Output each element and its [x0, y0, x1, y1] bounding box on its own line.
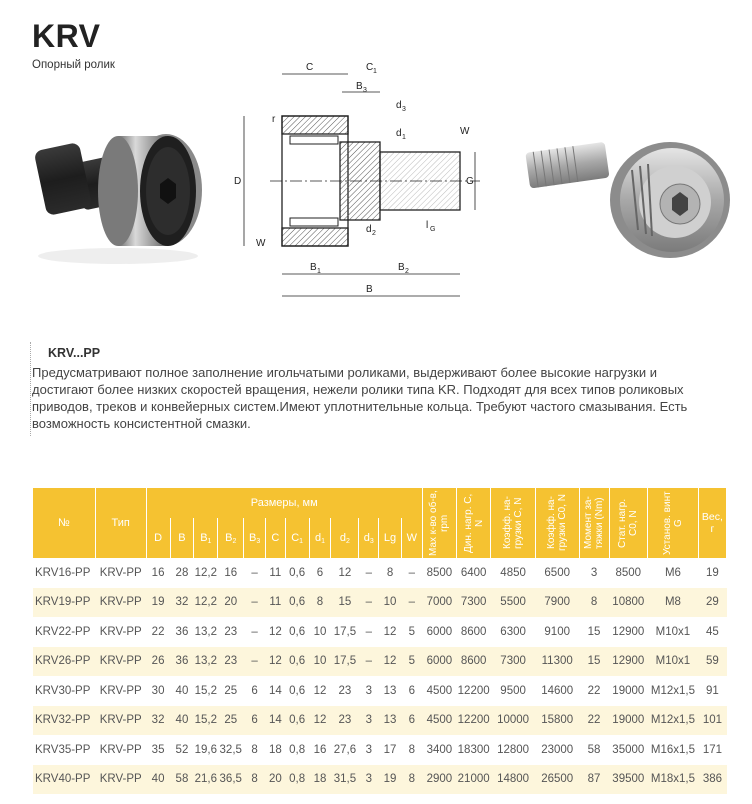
- label-lg-sub: G: [430, 226, 436, 233]
- section-description: Предусматривают полное заполнение игольчатыми роликами, выдерживают более высокие нагрузки и достигают более низких скоростей вращения, нежели ролики типа KR. Подходят для всех типов роликовых приводов, треков и конвейерных систем.Имеют уплотнительные кольца. Требуют частого смазывания. Есть возможность консистентной смазки.: [32, 365, 688, 431]
- table-cell: 6: [401, 706, 422, 736]
- label-d3: d: [396, 100, 402, 111]
- table-cell: 8500: [426, 566, 453, 579]
- table-cell: 5: [401, 647, 422, 677]
- table-row: [33, 558, 727, 588]
- table-cell: 22: [587, 684, 601, 697]
- table-cell: 9100: [544, 625, 570, 638]
- table-cell: 4500: [426, 684, 453, 697]
- table-cell: 19000: [612, 684, 645, 697]
- table-cell: 40: [170, 706, 194, 736]
- label-lg: l: [426, 220, 429, 231]
- table-cell: 10: [379, 588, 402, 618]
- table-cell: KRV40-PP: [33, 765, 95, 795]
- table-cell: 12,2: [194, 566, 218, 579]
- table-cell: KRV-PP: [99, 743, 142, 756]
- table-cell: 6: [251, 684, 258, 697]
- table-cell: 27,6: [333, 743, 357, 756]
- table-cell: 39500: [609, 765, 647, 795]
- label-b2-sub: 2: [405, 268, 409, 275]
- label-big-d: D: [234, 176, 242, 187]
- col-header-dyn-load: Дин. нагр. C, N: [457, 488, 491, 558]
- table-cell: 0,6: [289, 625, 306, 638]
- table-cell: 6: [244, 706, 266, 736]
- table-cell: 32,5: [219, 743, 242, 756]
- table-cell: KRV-PP: [95, 647, 146, 677]
- table-cell: 28: [175, 566, 189, 579]
- table-cell: 19: [706, 566, 719, 579]
- table-cell: 0,8: [285, 765, 309, 795]
- table-cell: 9500: [500, 684, 526, 697]
- table-cell: 6400: [460, 566, 487, 579]
- table-cell: 5: [408, 625, 416, 638]
- table-cell: 35000: [612, 743, 645, 756]
- table-cell: 17: [383, 743, 397, 756]
- label-b2: B: [398, 262, 405, 273]
- label-d3-sub: 3: [402, 106, 406, 113]
- table-cell: 8: [244, 765, 266, 795]
- table-cell: 23: [224, 625, 238, 638]
- table-cell: 4500: [422, 706, 456, 736]
- col-header-dim: $d_3$: [359, 518, 379, 558]
- table-cell: 21,6: [194, 765, 218, 795]
- table-cell: 6300: [500, 625, 526, 638]
- label-b3: B: [356, 81, 363, 92]
- table-cell: 21000: [457, 765, 491, 795]
- table-cell: –: [251, 566, 258, 579]
- table-cell: 12: [338, 566, 352, 579]
- table-cell: 23: [331, 706, 359, 736]
- col-header-max-rpm: Мах к-во об-в, rpm: [422, 488, 456, 558]
- table-cell: KRV-PP: [99, 625, 142, 638]
- table-cell: 30: [151, 684, 165, 697]
- table-cell: KRV22-PP: [35, 625, 91, 638]
- col-header-weight: Вес, г: [698, 488, 726, 558]
- table-cell: 58: [170, 765, 194, 795]
- table-cell: 14: [268, 684, 282, 697]
- table-cell: 12: [268, 625, 282, 638]
- table-cell: 0,6: [285, 647, 309, 677]
- label-g: G: [466, 176, 474, 187]
- col-header-no: №: [33, 488, 95, 558]
- col-header-static-load: Стат. нагр. C0, N: [609, 488, 647, 558]
- table-cell: 15: [587, 625, 601, 638]
- label-d2: d: [366, 224, 372, 235]
- col-header-dim: D: [146, 518, 170, 558]
- table-cell: 12900: [609, 647, 647, 677]
- table-row: [33, 735, 727, 765]
- table-cell: 15,2: [194, 706, 218, 736]
- col-header-dimensions-group: Размеры, мм: [146, 488, 422, 518]
- table-cell: 32: [170, 588, 194, 618]
- table-cell: 11: [266, 588, 286, 618]
- table-cell: 12200: [457, 684, 490, 697]
- table-cell: 59: [698, 647, 726, 677]
- table-cell: KRV32-PP: [33, 706, 95, 736]
- table-cell: 10800: [609, 588, 647, 618]
- table-cell: 36: [170, 647, 194, 677]
- label-c: C: [306, 62, 314, 73]
- table-cell: 171: [702, 743, 723, 756]
- product-photo-front: [28, 118, 208, 268]
- col-header-dim: B: [170, 518, 194, 558]
- table-cell: 13,2: [194, 647, 218, 677]
- table-cell: KRV35-PP: [35, 743, 91, 756]
- table-cell: –: [359, 588, 379, 618]
- table-cell: 12200: [457, 706, 491, 736]
- table-cell: 26: [146, 647, 170, 677]
- table-cell: 23: [338, 684, 352, 697]
- table-cell: 8600: [457, 647, 491, 677]
- product-photo-cutaway: [520, 100, 735, 265]
- table-cell: 0,6: [285, 588, 309, 618]
- table-cell: M8: [648, 588, 699, 618]
- table-cell: 15: [579, 647, 609, 677]
- table-cell: 14800: [491, 765, 536, 795]
- col-header-dim: Lg: [379, 518, 402, 558]
- label-b1-sub: 1: [317, 268, 321, 275]
- label-r: r: [272, 114, 276, 125]
- table-cell: –: [401, 588, 422, 618]
- table-cell: KRV-PP: [99, 566, 142, 579]
- label-c1-sub: 1: [373, 68, 377, 75]
- table-cell: 7300: [457, 588, 491, 618]
- table-row: [33, 706, 727, 736]
- table-cell: 8: [386, 566, 394, 579]
- page-title: KRV: [32, 18, 101, 54]
- table-cell: M10x1: [655, 625, 691, 638]
- table-cell: 12: [383, 625, 397, 638]
- table-cell: 87: [579, 765, 609, 795]
- specs-table: [33, 488, 727, 794]
- table-cell: 14: [266, 706, 286, 736]
- table-cell: 0,6: [285, 706, 309, 736]
- table-cell: 7300: [491, 647, 536, 677]
- table-cell: KRV-PP: [95, 588, 146, 618]
- table-cell: 14600: [541, 684, 574, 697]
- table-cell: 12,2: [194, 588, 218, 618]
- table-cell: 16: [313, 743, 327, 756]
- table-cell: 13: [379, 706, 402, 736]
- table-cell: M18x1,5: [648, 765, 699, 795]
- table-cell: 8600: [460, 625, 487, 638]
- table-cell: 7000: [422, 588, 456, 618]
- table-cell: –: [244, 588, 266, 618]
- table-cell: 6000: [426, 625, 453, 638]
- table-cell: M12x1,5: [648, 706, 699, 736]
- table-cell: 18: [309, 765, 331, 795]
- table-cell: 12: [313, 684, 327, 697]
- col-header-load-coef-c0: Коэфф. на-грузки C0, N: [535, 488, 579, 558]
- table-cell: 6: [408, 684, 416, 697]
- table-cell: 23: [218, 647, 244, 677]
- table-cell: 101: [698, 706, 726, 736]
- col-header-torque: Момент за-тяжки (Nm): [579, 488, 609, 558]
- table-cell: 40: [175, 684, 189, 697]
- table-cell: KRV19-PP: [33, 588, 95, 618]
- table-cell: KRV-PP: [95, 765, 146, 795]
- table-cell: 15800: [535, 706, 579, 736]
- table-cell: 0,6: [289, 566, 306, 579]
- table-cell: 6500: [544, 566, 570, 579]
- table-cell: 23000: [541, 743, 574, 756]
- label-d2-sub: 2: [372, 230, 376, 237]
- section-title: KRV...PP: [48, 346, 101, 360]
- table-cell: 36: [175, 625, 189, 638]
- table-cell: 12: [309, 706, 331, 736]
- table-cell: 25: [224, 684, 238, 697]
- table-cell: 11300: [535, 647, 579, 677]
- table-cell: –: [244, 647, 266, 677]
- table-cell: 8500: [615, 566, 642, 579]
- table-cell: 15,2: [194, 684, 218, 697]
- table-cell: 32: [146, 706, 170, 736]
- table-cell: 12800: [497, 743, 530, 756]
- col-header-dim: $B_1$: [194, 518, 218, 558]
- table-cell: 16: [224, 566, 238, 579]
- col-header-type: Тип: [95, 488, 146, 558]
- table-cell: 19: [379, 765, 402, 795]
- table-cell: 17,5: [333, 625, 357, 638]
- table-cell: 6: [316, 566, 324, 579]
- table-cell: 3: [365, 684, 372, 697]
- table-cell: 8: [309, 588, 331, 618]
- label-b1: B: [310, 262, 317, 273]
- table-cell: KRV-PP: [95, 706, 146, 736]
- table-cell: –: [365, 566, 372, 579]
- table-cell: KRV30-PP: [35, 684, 91, 697]
- table-cell: 22: [151, 625, 165, 638]
- table-cell: 8: [401, 765, 422, 795]
- col-header-screw: Устанoв. винт G: [648, 488, 699, 558]
- table-cell: M10x1: [648, 647, 699, 677]
- table-cell: 20: [218, 588, 244, 618]
- col-header-dim: C: [266, 518, 286, 558]
- table-cell: –: [359, 647, 379, 677]
- col-header-dim: $d_1$: [309, 518, 331, 558]
- table-row: [33, 617, 727, 647]
- table-row: [33, 765, 727, 795]
- table-cell: 12900: [612, 625, 645, 638]
- table-row: [33, 647, 727, 677]
- table-cell: –: [408, 566, 416, 579]
- col-header-dim: $C_1$: [285, 518, 309, 558]
- table-cell: –: [365, 625, 372, 638]
- table-cell: 25: [218, 706, 244, 736]
- label-w-top: W: [460, 126, 470, 137]
- table-cell: 15: [331, 588, 359, 618]
- dimension-schematic: [230, 56, 495, 306]
- table-cell: 18: [268, 743, 282, 756]
- label-d1: d: [396, 128, 402, 139]
- table-cell: 0,8: [289, 743, 306, 756]
- table-cell: 8: [579, 588, 609, 618]
- table-cell: 3: [359, 765, 379, 795]
- table-cell: 8: [408, 743, 416, 756]
- col-header-dim: $B_3$: [244, 518, 266, 558]
- table-cell: 35: [151, 743, 165, 756]
- table-cell: 0,6: [289, 684, 306, 697]
- col-header-load-coef-c: Коэфф. на-грузки C, N: [491, 488, 536, 558]
- table-cell: KRV26-PP: [33, 647, 95, 677]
- page-subtitle: Опорный ролик: [32, 59, 115, 71]
- label-d1-sub: 1: [402, 134, 406, 141]
- table-cell: 45: [706, 625, 719, 638]
- table-cell: 12: [266, 647, 286, 677]
- table-cell: M6: [664, 566, 681, 579]
- table-cell: 18300: [457, 743, 490, 756]
- table-cell: 91: [706, 684, 719, 697]
- label-w-bottom: W: [256, 238, 266, 249]
- table-cell: 58: [587, 743, 601, 756]
- label-b3-sub: 3: [363, 87, 367, 94]
- table-cell: –: [251, 625, 258, 638]
- table-cell: 19,6: [194, 743, 218, 756]
- table-cell: 3: [590, 566, 598, 579]
- table-cell: M12x1,5: [650, 684, 695, 697]
- table-cell: 17,5: [331, 647, 359, 677]
- table-cell: 386: [698, 765, 726, 795]
- col-header-dim: W: [401, 518, 422, 558]
- table-cell: 13,2: [194, 625, 218, 638]
- table-cell: 31,5: [331, 765, 359, 795]
- table-row: [33, 676, 727, 706]
- table-cell: 13: [383, 684, 397, 697]
- table-cell: 12: [379, 647, 402, 677]
- table-cell: 2900: [422, 765, 456, 795]
- table-cell: 8: [251, 743, 258, 756]
- table-cell: 3400: [426, 743, 453, 756]
- label-c1: C: [366, 62, 374, 73]
- table-cell: 19000: [609, 706, 647, 736]
- table-cell: 6000: [422, 647, 456, 677]
- table-cell: 10: [313, 625, 327, 638]
- table-cell: KRV-PP: [99, 684, 142, 697]
- table-cell: 29: [698, 588, 726, 618]
- label-b: B: [366, 284, 373, 295]
- table-cell: 4850: [500, 566, 526, 579]
- table-cell: 40: [146, 765, 170, 795]
- table-cell: 3: [365, 743, 372, 756]
- table-cell: 5500: [491, 588, 536, 618]
- table-cell: 36,5: [218, 765, 244, 795]
- col-header-dim: $B_2$: [218, 518, 244, 558]
- table-cell: 22: [579, 706, 609, 736]
- col-header-dim: $d_2$: [331, 518, 359, 558]
- table-row: [33, 588, 727, 618]
- table-cell: 19: [146, 588, 170, 618]
- table-cell: M16x1,5: [650, 743, 695, 756]
- table-cell: 20: [266, 765, 286, 795]
- table-cell: 26500: [535, 765, 579, 795]
- table-cell: 52: [175, 743, 189, 756]
- table-cell: KRV16-PP: [35, 566, 91, 579]
- table-cell: 11: [269, 566, 282, 579]
- table-cell: 10000: [491, 706, 536, 736]
- table-cell: 3: [359, 706, 379, 736]
- table-cell: 16: [151, 566, 165, 579]
- table-cell: 7900: [535, 588, 579, 618]
- table-cell: 10: [309, 647, 331, 677]
